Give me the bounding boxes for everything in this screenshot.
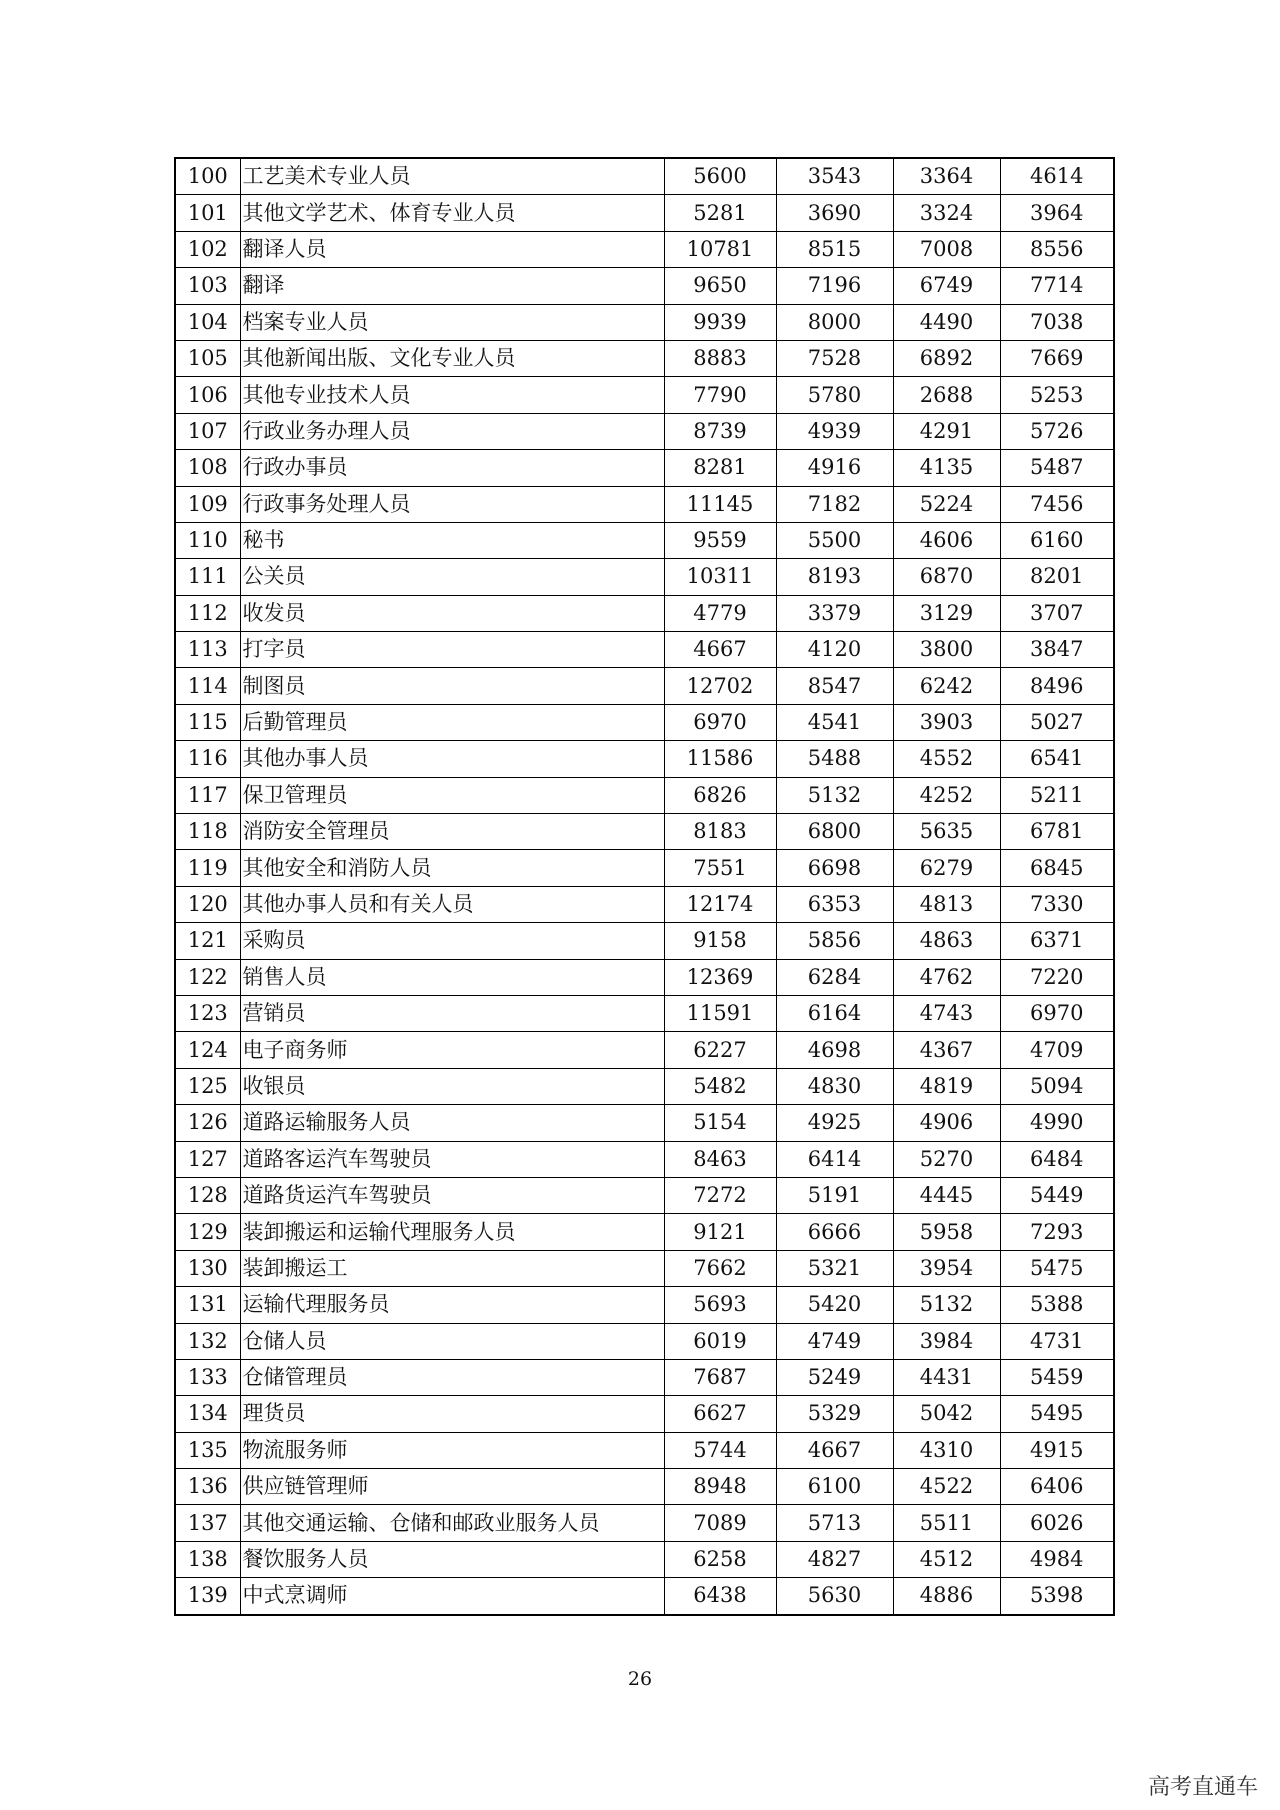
wage-value-2: 5329 bbox=[776, 1396, 893, 1432]
wage-value-3: 5042 bbox=[893, 1396, 1000, 1432]
table-row bbox=[175, 195, 1114, 231]
wage-value-1: 5281 bbox=[664, 195, 776, 231]
wage-value-3: 4813 bbox=[893, 886, 1000, 922]
occupation-name: 电子商务师 bbox=[240, 1032, 664, 1068]
wage-value-1: 8463 bbox=[664, 1141, 776, 1177]
wage-value-3: 4252 bbox=[893, 777, 1000, 813]
row-number: 113 bbox=[175, 632, 240, 668]
wage-value-4: 5487 bbox=[1000, 450, 1114, 486]
wage-value-3: 4291 bbox=[893, 413, 1000, 449]
wage-value-2: 4827 bbox=[776, 1541, 893, 1577]
row-number: 129 bbox=[175, 1214, 240, 1250]
table-row bbox=[175, 231, 1114, 267]
wage-value-3: 4431 bbox=[893, 1359, 1000, 1395]
table-row bbox=[175, 886, 1114, 922]
wage-value-2: 8515 bbox=[776, 231, 893, 267]
wage-value-3: 4490 bbox=[893, 304, 1000, 340]
wage-value-1: 8281 bbox=[664, 450, 776, 486]
table-row bbox=[175, 595, 1114, 631]
row-number: 131 bbox=[175, 1287, 240, 1323]
wage-value-2: 3690 bbox=[776, 195, 893, 231]
wage-value-1: 8948 bbox=[664, 1469, 776, 1505]
occupation-name: 消防安全管理员 bbox=[240, 814, 664, 850]
wage-value-2: 5420 bbox=[776, 1287, 893, 1323]
occupation-name: 行政业务办理人员 bbox=[240, 413, 664, 449]
table-row bbox=[175, 1177, 1114, 1213]
wage-value-3: 3364 bbox=[893, 158, 1000, 195]
table-row bbox=[175, 1469, 1114, 1505]
occupation-name: 打字员 bbox=[240, 632, 664, 668]
wage-value-4: 4990 bbox=[1000, 1105, 1114, 1141]
table-row bbox=[175, 1141, 1114, 1177]
wage-value-4: 6160 bbox=[1000, 522, 1114, 558]
occupation-name: 仓储管理员 bbox=[240, 1359, 664, 1395]
row-number: 119 bbox=[175, 850, 240, 886]
wage-value-2: 8193 bbox=[776, 559, 893, 595]
wage-value-1: 9559 bbox=[664, 522, 776, 558]
wage-value-2: 7196 bbox=[776, 268, 893, 304]
occupation-name: 其他文学艺术、体育专业人员 bbox=[240, 195, 664, 231]
wage-value-4: 6781 bbox=[1000, 814, 1114, 850]
table-row bbox=[175, 304, 1114, 340]
occupation-name: 营销员 bbox=[240, 995, 664, 1031]
wage-value-1: 5482 bbox=[664, 1068, 776, 1104]
occupation-name: 档案专业人员 bbox=[240, 304, 664, 340]
occupation-name: 收发员 bbox=[240, 595, 664, 631]
wage-value-2: 5488 bbox=[776, 741, 893, 777]
table-row bbox=[175, 340, 1114, 376]
wage-value-2: 4925 bbox=[776, 1105, 893, 1141]
row-number: 126 bbox=[175, 1105, 240, 1141]
wage-value-1: 11586 bbox=[664, 741, 776, 777]
wage-value-3: 5511 bbox=[893, 1505, 1000, 1541]
row-number: 112 bbox=[175, 595, 240, 631]
wage-value-1: 8883 bbox=[664, 340, 776, 376]
wage-value-2: 6698 bbox=[776, 850, 893, 886]
wage-value-2: 5191 bbox=[776, 1177, 893, 1213]
wage-value-4: 6845 bbox=[1000, 850, 1114, 886]
occupation-name: 其他新闻出版、文化专业人员 bbox=[240, 340, 664, 376]
row-number: 124 bbox=[175, 1032, 240, 1068]
table-row bbox=[175, 1396, 1114, 1432]
wage-value-3: 2688 bbox=[893, 377, 1000, 413]
occupation-name: 行政事务处理人员 bbox=[240, 486, 664, 522]
occupation-name: 其他安全和消防人员 bbox=[240, 850, 664, 886]
row-number: 139 bbox=[175, 1578, 240, 1615]
row-number: 121 bbox=[175, 923, 240, 959]
wage-value-4: 6484 bbox=[1000, 1141, 1114, 1177]
wage-value-4: 6026 bbox=[1000, 1505, 1114, 1541]
row-number: 114 bbox=[175, 668, 240, 704]
wage-value-3: 4367 bbox=[893, 1032, 1000, 1068]
wage-value-1: 11145 bbox=[664, 486, 776, 522]
row-number: 123 bbox=[175, 995, 240, 1031]
table-row bbox=[175, 1287, 1114, 1323]
wage-value-3: 3984 bbox=[893, 1323, 1000, 1359]
row-number: 125 bbox=[175, 1068, 240, 1104]
wage-value-4: 7293 bbox=[1000, 1214, 1114, 1250]
row-number: 109 bbox=[175, 486, 240, 522]
wage-value-4: 8201 bbox=[1000, 559, 1114, 595]
occupation-name: 翻译 bbox=[240, 268, 664, 304]
occupation-name: 运输代理服务员 bbox=[240, 1287, 664, 1323]
wage-value-4: 5495 bbox=[1000, 1396, 1114, 1432]
wage-value-1: 6438 bbox=[664, 1578, 776, 1615]
table-body bbox=[175, 158, 1114, 1615]
wage-value-4: 5726 bbox=[1000, 413, 1114, 449]
row-number: 133 bbox=[175, 1359, 240, 1395]
row-number: 107 bbox=[175, 413, 240, 449]
wage-value-4: 6371 bbox=[1000, 923, 1114, 959]
wage-value-4: 6970 bbox=[1000, 995, 1114, 1031]
wage-value-4: 7456 bbox=[1000, 486, 1114, 522]
table-row bbox=[175, 1250, 1114, 1286]
wage-value-1: 7272 bbox=[664, 1177, 776, 1213]
wage-value-2: 5713 bbox=[776, 1505, 893, 1541]
row-number: 135 bbox=[175, 1432, 240, 1468]
wage-value-4: 5211 bbox=[1000, 777, 1114, 813]
row-number: 115 bbox=[175, 704, 240, 740]
row-number: 127 bbox=[175, 1141, 240, 1177]
occupation-name: 理货员 bbox=[240, 1396, 664, 1432]
wage-value-4: 5253 bbox=[1000, 377, 1114, 413]
occupation-name: 道路运输服务人员 bbox=[240, 1105, 664, 1141]
wage-value-3: 4762 bbox=[893, 959, 1000, 995]
wage-value-3: 4522 bbox=[893, 1469, 1000, 1505]
wage-value-3: 3324 bbox=[893, 195, 1000, 231]
wage-value-3: 6870 bbox=[893, 559, 1000, 595]
wage-value-4: 8556 bbox=[1000, 231, 1114, 267]
wage-value-2: 6353 bbox=[776, 886, 893, 922]
wage-value-1: 4779 bbox=[664, 595, 776, 631]
table-row bbox=[175, 959, 1114, 995]
wage-value-3: 5635 bbox=[893, 814, 1000, 850]
wage-value-2: 5500 bbox=[776, 522, 893, 558]
wage-value-2: 5780 bbox=[776, 377, 893, 413]
row-number: 138 bbox=[175, 1541, 240, 1577]
wage-value-3: 4743 bbox=[893, 995, 1000, 1031]
wage-value-2: 5321 bbox=[776, 1250, 893, 1286]
wage-value-2: 6100 bbox=[776, 1469, 893, 1505]
table-row bbox=[175, 850, 1114, 886]
wage-value-1: 10311 bbox=[664, 559, 776, 595]
occupation-name: 仓储人员 bbox=[240, 1323, 664, 1359]
row-number: 116 bbox=[175, 741, 240, 777]
wage-value-4: 7038 bbox=[1000, 304, 1114, 340]
wage-value-4: 4915 bbox=[1000, 1432, 1114, 1468]
row-number: 103 bbox=[175, 268, 240, 304]
table-row bbox=[175, 1214, 1114, 1250]
row-number: 136 bbox=[175, 1469, 240, 1505]
wage-value-4: 3847 bbox=[1000, 632, 1114, 668]
table-row bbox=[175, 741, 1114, 777]
wage-value-3: 6279 bbox=[893, 850, 1000, 886]
wage-value-4: 3964 bbox=[1000, 195, 1114, 231]
wage-value-1: 6258 bbox=[664, 1541, 776, 1577]
wage-value-3: 4310 bbox=[893, 1432, 1000, 1468]
table-row bbox=[175, 1323, 1114, 1359]
row-number: 132 bbox=[175, 1323, 240, 1359]
wage-value-1: 9158 bbox=[664, 923, 776, 959]
wage-value-3: 4906 bbox=[893, 1105, 1000, 1141]
table-row bbox=[175, 450, 1114, 486]
wage-value-3: 6892 bbox=[893, 340, 1000, 376]
wage-value-4: 7220 bbox=[1000, 959, 1114, 995]
wage-value-2: 4916 bbox=[776, 450, 893, 486]
wage-value-3: 6749 bbox=[893, 268, 1000, 304]
table-row bbox=[175, 1032, 1114, 1068]
occupation-name: 其他办事人员和有关人员 bbox=[240, 886, 664, 922]
occupation-name: 中式烹调师 bbox=[240, 1578, 664, 1615]
table-row bbox=[175, 1541, 1114, 1577]
wage-value-2: 5630 bbox=[776, 1578, 893, 1615]
table-row bbox=[175, 1359, 1114, 1395]
occupation-name: 装卸搬运工 bbox=[240, 1250, 664, 1286]
wage-value-1: 11591 bbox=[664, 995, 776, 1031]
occupation-name: 供应链管理师 bbox=[240, 1469, 664, 1505]
wage-value-4: 5027 bbox=[1000, 704, 1114, 740]
row-number: 104 bbox=[175, 304, 240, 340]
wage-value-4: 4614 bbox=[1000, 158, 1114, 195]
table-row bbox=[175, 559, 1114, 595]
watermark: 高考直通车 bbox=[1147, 1775, 1258, 1800]
row-number: 100 bbox=[175, 158, 240, 195]
wage-value-1: 5744 bbox=[664, 1432, 776, 1468]
table-row bbox=[175, 1105, 1114, 1141]
row-number: 108 bbox=[175, 450, 240, 486]
occupation-name: 道路货运汽车驾驶员 bbox=[240, 1177, 664, 1213]
wage-value-3: 5270 bbox=[893, 1141, 1000, 1177]
wage-value-4: 5388 bbox=[1000, 1287, 1114, 1323]
wage-value-2: 3379 bbox=[776, 595, 893, 631]
wage-value-3: 3129 bbox=[893, 595, 1000, 631]
table-row bbox=[175, 704, 1114, 740]
row-number: 106 bbox=[175, 377, 240, 413]
wage-value-2: 6164 bbox=[776, 995, 893, 1031]
wage-value-2: 4541 bbox=[776, 704, 893, 740]
table-row bbox=[175, 814, 1114, 850]
wage-value-1: 7089 bbox=[664, 1505, 776, 1541]
occupation-name: 保卫管理员 bbox=[240, 777, 664, 813]
row-number: 118 bbox=[175, 814, 240, 850]
wage-value-4: 5094 bbox=[1000, 1068, 1114, 1104]
wage-value-3: 5132 bbox=[893, 1287, 1000, 1323]
row-number: 101 bbox=[175, 195, 240, 231]
wage-value-3: 4863 bbox=[893, 923, 1000, 959]
wage-value-2: 6414 bbox=[776, 1141, 893, 1177]
wage-value-4: 7714 bbox=[1000, 268, 1114, 304]
table-row bbox=[175, 632, 1114, 668]
table-row bbox=[175, 486, 1114, 522]
table-row bbox=[175, 158, 1114, 195]
row-number: 111 bbox=[175, 559, 240, 595]
wage-value-1: 12702 bbox=[664, 668, 776, 704]
wage-value-3: 4135 bbox=[893, 450, 1000, 486]
wage-value-3: 4552 bbox=[893, 741, 1000, 777]
wage-value-2: 5856 bbox=[776, 923, 893, 959]
table-row bbox=[175, 995, 1114, 1031]
wage-value-4: 4984 bbox=[1000, 1541, 1114, 1577]
row-number: 130 bbox=[175, 1250, 240, 1286]
wage-value-3: 4886 bbox=[893, 1578, 1000, 1615]
wage-value-3: 4512 bbox=[893, 1541, 1000, 1577]
wage-value-1: 7790 bbox=[664, 377, 776, 413]
page-number: 26 bbox=[627, 1668, 653, 1690]
wage-value-1: 5600 bbox=[664, 158, 776, 195]
wage-value-1: 7687 bbox=[664, 1359, 776, 1395]
wage-value-4: 7330 bbox=[1000, 886, 1114, 922]
wage-value-3: 6242 bbox=[893, 668, 1000, 704]
wage-value-2: 6800 bbox=[776, 814, 893, 850]
wage-value-4: 5449 bbox=[1000, 1177, 1114, 1213]
wage-value-1: 6227 bbox=[664, 1032, 776, 1068]
wage-value-1: 6019 bbox=[664, 1323, 776, 1359]
wage-value-1: 7551 bbox=[664, 850, 776, 886]
table-row bbox=[175, 668, 1114, 704]
table-row bbox=[175, 268, 1114, 304]
table-row bbox=[175, 413, 1114, 449]
occupation-name: 道路客运汽车驾驶员 bbox=[240, 1141, 664, 1177]
table-row bbox=[175, 377, 1114, 413]
wage-value-3: 4606 bbox=[893, 522, 1000, 558]
occupation-name: 收银员 bbox=[240, 1068, 664, 1104]
occupation-name: 公关员 bbox=[240, 559, 664, 595]
occupation-name: 制图员 bbox=[240, 668, 664, 704]
table-row bbox=[175, 923, 1114, 959]
occupation-name: 后勤管理员 bbox=[240, 704, 664, 740]
row-number: 110 bbox=[175, 522, 240, 558]
wage-value-4: 6541 bbox=[1000, 741, 1114, 777]
wage-value-1: 6970 bbox=[664, 704, 776, 740]
table-row bbox=[175, 522, 1114, 558]
table-row bbox=[175, 1432, 1114, 1468]
wage-value-1: 6627 bbox=[664, 1396, 776, 1432]
occupation-name: 销售人员 bbox=[240, 959, 664, 995]
row-number: 128 bbox=[175, 1177, 240, 1213]
wage-value-2: 8547 bbox=[776, 668, 893, 704]
wage-value-1: 7662 bbox=[664, 1250, 776, 1286]
occupation-name: 其他办事人员 bbox=[240, 741, 664, 777]
wage-value-3: 3954 bbox=[893, 1250, 1000, 1286]
wage-value-1: 12369 bbox=[664, 959, 776, 995]
occupation-name: 物流服务师 bbox=[240, 1432, 664, 1468]
wage-value-2: 4830 bbox=[776, 1068, 893, 1104]
occupation-name: 采购员 bbox=[240, 923, 664, 959]
wage-value-1: 8739 bbox=[664, 413, 776, 449]
occupation-name: 翻译人员 bbox=[240, 231, 664, 267]
wage-value-1: 6826 bbox=[664, 777, 776, 813]
wage-value-4: 5459 bbox=[1000, 1359, 1114, 1395]
wage-value-3: 5224 bbox=[893, 486, 1000, 522]
wage-value-1: 12174 bbox=[664, 886, 776, 922]
wage-value-1: 4667 bbox=[664, 632, 776, 668]
wage-value-4: 4709 bbox=[1000, 1032, 1114, 1068]
wage-value-2: 6666 bbox=[776, 1214, 893, 1250]
wage-value-4: 6406 bbox=[1000, 1469, 1114, 1505]
wage-value-2: 4749 bbox=[776, 1323, 893, 1359]
table-row bbox=[175, 1505, 1114, 1541]
row-number: 120 bbox=[175, 886, 240, 922]
wage-value-2: 5249 bbox=[776, 1359, 893, 1395]
wage-value-4: 7669 bbox=[1000, 340, 1114, 376]
wage-value-2: 6284 bbox=[776, 959, 893, 995]
wage-value-1: 5154 bbox=[664, 1105, 776, 1141]
wage-value-1: 9939 bbox=[664, 304, 776, 340]
wage-value-3: 7008 bbox=[893, 231, 1000, 267]
occupation-name: 秘书 bbox=[240, 522, 664, 558]
table-row bbox=[175, 1068, 1114, 1104]
occupation-name: 行政办事员 bbox=[240, 450, 664, 486]
wage-value-1: 9650 bbox=[664, 268, 776, 304]
wage-value-4: 4731 bbox=[1000, 1323, 1114, 1359]
wage-table bbox=[174, 157, 1115, 1616]
wage-value-3: 3800 bbox=[893, 632, 1000, 668]
wage-value-2: 3543 bbox=[776, 158, 893, 195]
wage-value-1: 9121 bbox=[664, 1214, 776, 1250]
wage-value-2: 5132 bbox=[776, 777, 893, 813]
wage-value-2: 7182 bbox=[776, 486, 893, 522]
row-number: 137 bbox=[175, 1505, 240, 1541]
occupation-name: 装卸搬运和运输代理服务人员 bbox=[240, 1214, 664, 1250]
wage-value-3: 4445 bbox=[893, 1177, 1000, 1213]
wage-value-1: 10781 bbox=[664, 231, 776, 267]
wage-value-1: 8183 bbox=[664, 814, 776, 850]
table-row bbox=[175, 777, 1114, 813]
wage-value-4: 5398 bbox=[1000, 1578, 1114, 1615]
wage-value-3: 4819 bbox=[893, 1068, 1000, 1104]
wage-value-4: 5475 bbox=[1000, 1250, 1114, 1286]
row-number: 122 bbox=[175, 959, 240, 995]
occupation-name: 其他交通运输、仓储和邮政业服务人员 bbox=[240, 1505, 664, 1541]
wage-value-3: 3903 bbox=[893, 704, 1000, 740]
wage-value-4: 3707 bbox=[1000, 595, 1114, 631]
row-number: 105 bbox=[175, 340, 240, 376]
wage-value-1: 5693 bbox=[664, 1287, 776, 1323]
occupation-name: 工艺美术专业人员 bbox=[240, 158, 664, 195]
wage-value-3: 5958 bbox=[893, 1214, 1000, 1250]
wage-value-2: 8000 bbox=[776, 304, 893, 340]
occupation-name: 餐饮服务人员 bbox=[240, 1541, 664, 1577]
row-number: 134 bbox=[175, 1396, 240, 1432]
row-number: 102 bbox=[175, 231, 240, 267]
wage-value-2: 4120 bbox=[776, 632, 893, 668]
wage-value-2: 4667 bbox=[776, 1432, 893, 1468]
wage-value-2: 4939 bbox=[776, 413, 893, 449]
wage-value-4: 8496 bbox=[1000, 668, 1114, 704]
wage-value-2: 4698 bbox=[776, 1032, 893, 1068]
table-row bbox=[175, 1578, 1114, 1615]
occupation-name: 其他专业技术人员 bbox=[240, 377, 664, 413]
row-number: 117 bbox=[175, 777, 240, 813]
wage-value-2: 7528 bbox=[776, 340, 893, 376]
